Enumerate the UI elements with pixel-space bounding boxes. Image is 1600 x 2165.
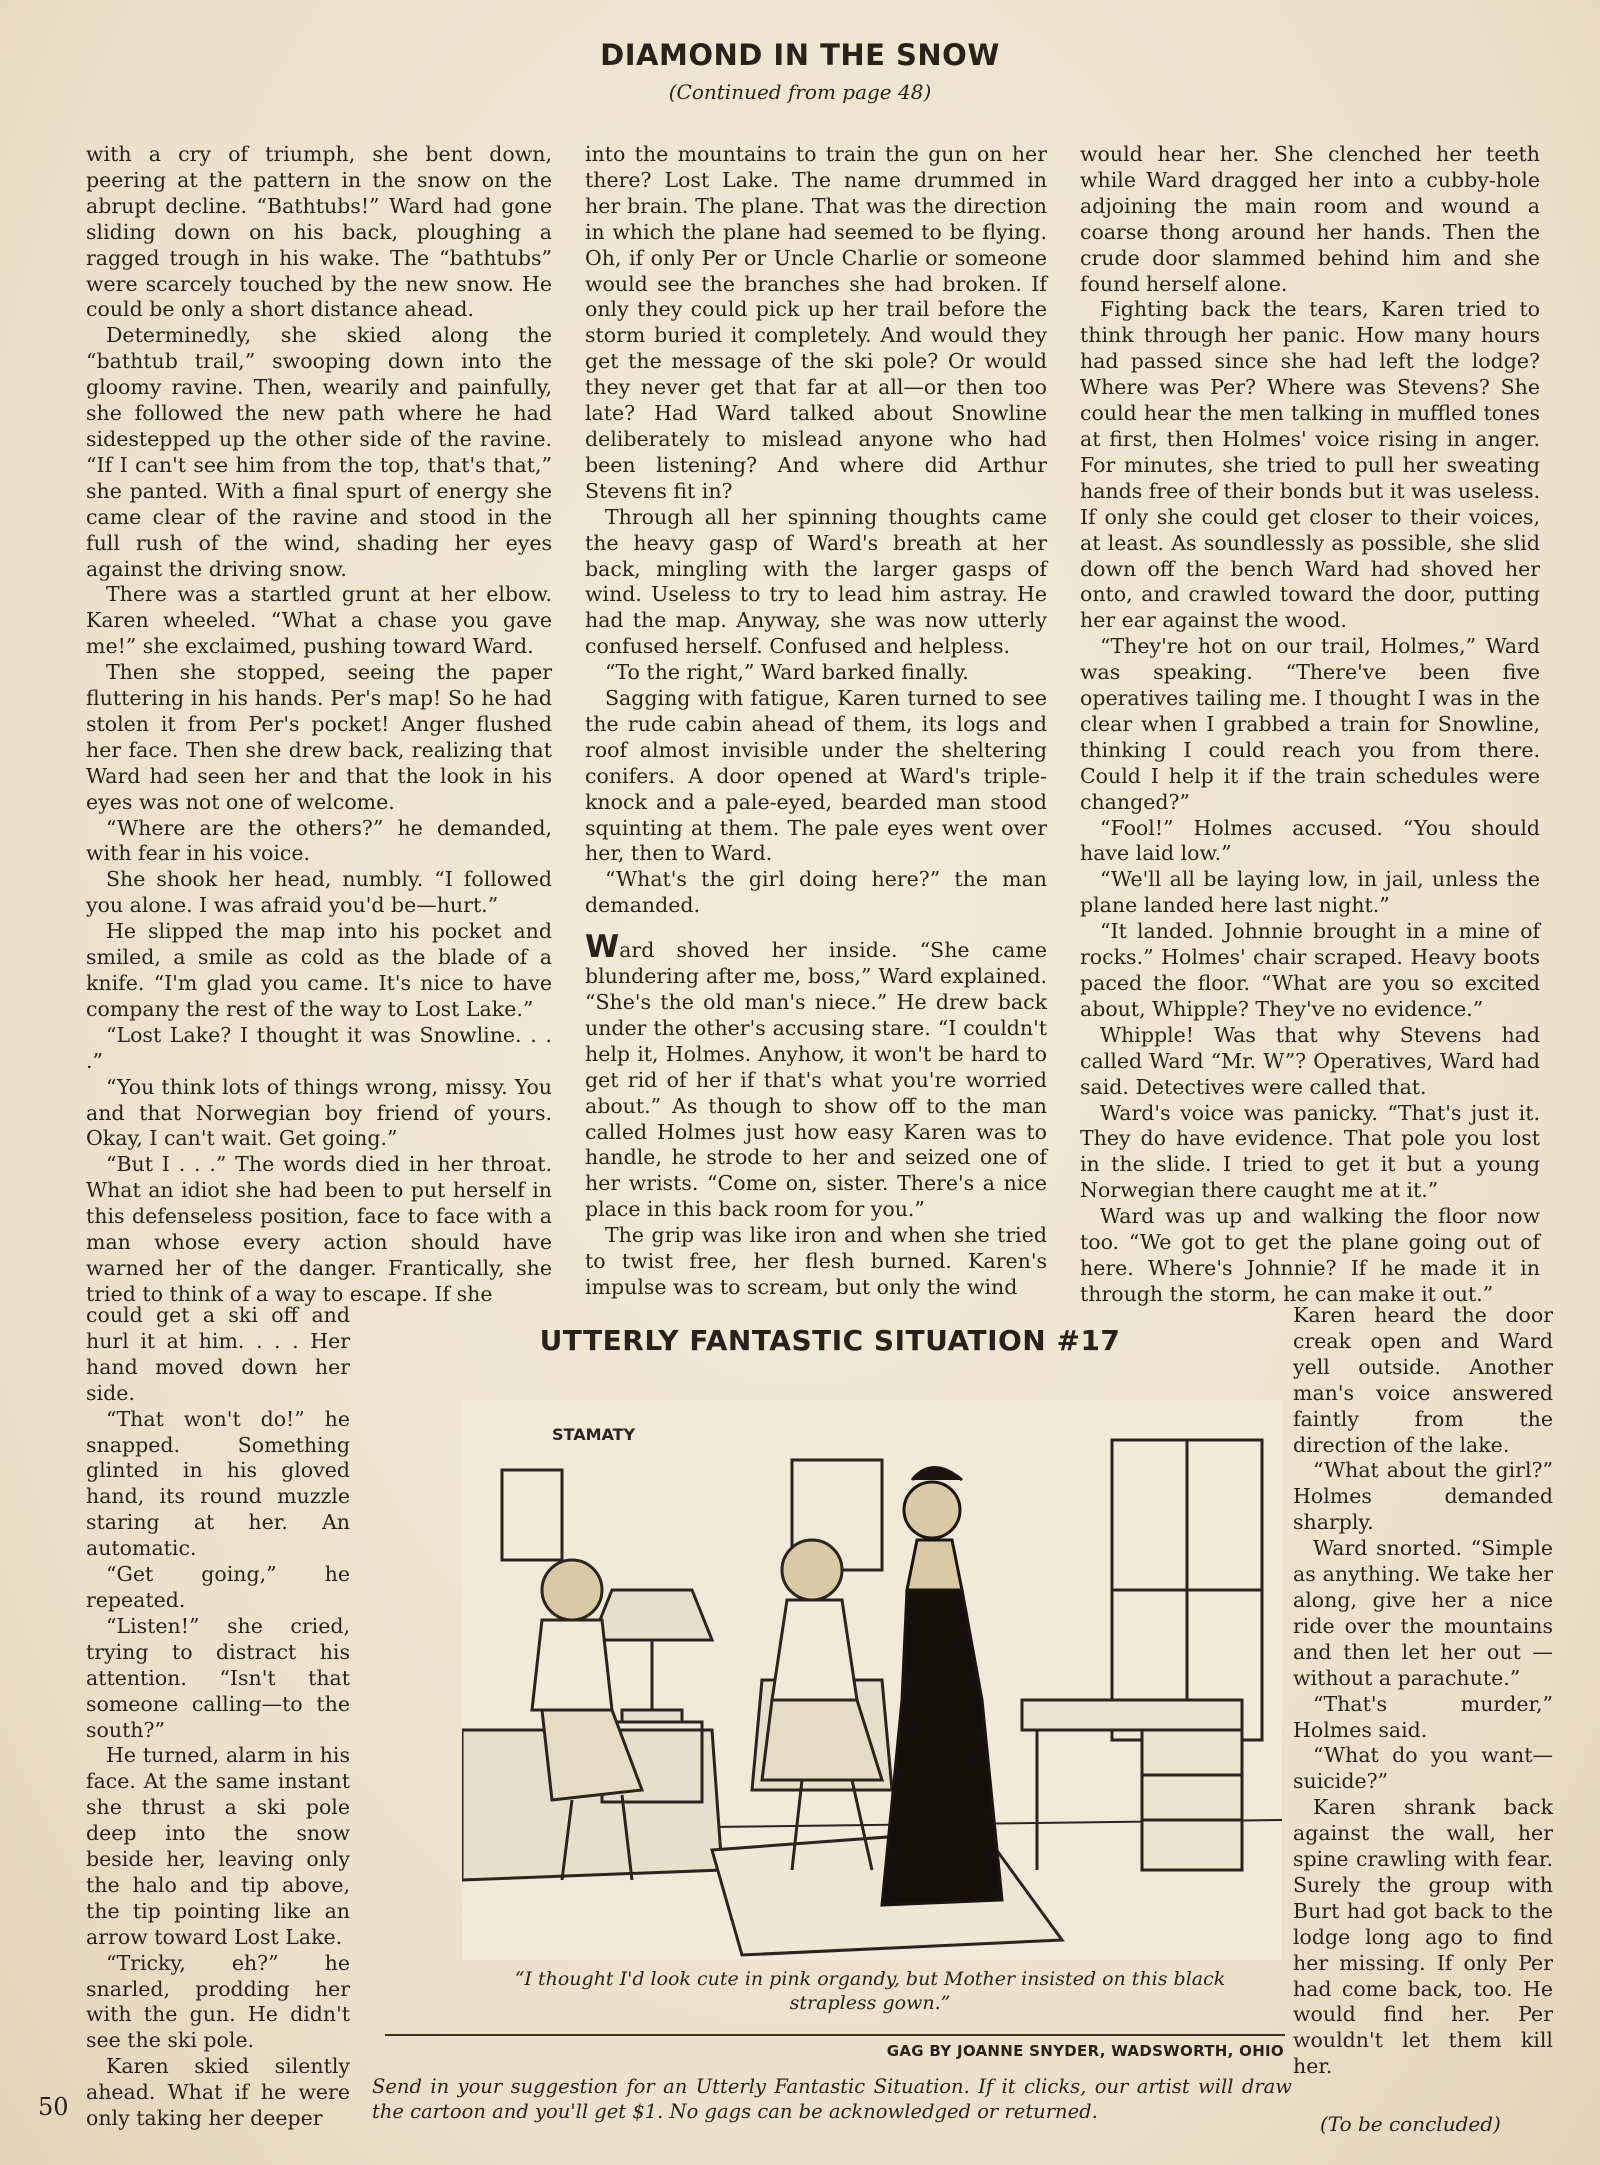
story-paragraph: “Get going,” he repeated. <box>86 1562 350 1612</box>
story-paragraph: “Tricky, eh?” he snarled, prodding her with the gun. He didn't see the ski pole. <box>86 1950 350 2053</box>
story-paragraph: Karen shrank back against the wall, her spine crawling with fear. Surely the group with Burt had got back to the lodge long ago to find her missing. If only Per had come back, too. He would find her. Per wouldn't let them kill her. <box>1293 1795 1553 2079</box>
artist-signature: STAMATY <box>552 1425 636 1444</box>
story-paragraph: She shook her head, numbly. “I followed you alone. I was afraid you'd be—hurt.” <box>86 867 552 918</box>
story-paragraph: Determinedly, she skied along the “bathtub trail,” swooping down into the gloomy ravine. Then, wearily and painfully, she followed the new path where he had sidestepped up the other side of the ravine. “If I can't see him from the top, that's that,” she panted. With a final spurt of energy she came clear of the ravine and stood in the full rush of the wind, shading her eyes against the driving snow. <box>86 323 552 581</box>
story-paragraph: Ward's voice was panicky. “That's just it. They do have evidence. That pole you lost in the slide. I tried to get it but a young Norwegian there caught me at it.” <box>1080 1100 1540 1203</box>
page-number: 50 <box>38 2093 69 2121</box>
story-paragraph: “Lost Lake? I thought it was Snowline. . . .” <box>86 1022 552 1073</box>
story-paragraph: “Where are the others?” he demanded, with fear in his voice. <box>86 815 552 866</box>
story-column-1 <box>86 142 552 1308</box>
story-paragraph: “But I . . .” The words died in her throat. What an idiot she had been to put herself in this defenseless position, face to face with a man whose every action should have warned her of the danger. Frantically, she tried to think of a way to escape. If she <box>86 1152 552 1306</box>
story-title: DIAMOND IN THE SNOW <box>600 38 1000 72</box>
story-paragraph: “You think lots of things wrong, missy. You and that Norwegian boy friend of yours. Okay, I can't wait. Get going.” <box>86 1074 552 1151</box>
story-paragraph: “They're hot on our trail, Holmes,” Ward was speaking. “There've been five operatives tailing me. I thought I was in the clear when I grabbed a train for Snowline, thinking I could reach you from there. Could I help it if the train schedules were changed?” <box>1080 634 1540 814</box>
story-paragraph: There was a startled grunt at her elbow. Karen wheeled. “What a chase you gave me!” she exclaimed, pushing toward Ward. <box>86 582 552 659</box>
divider-rule <box>385 2034 1285 2036</box>
story-paragraph: Karen heard the door creak open and Ward yell outside. Another man's voice answered faintly from the direction of the lake. <box>1293 1303 1553 1457</box>
story-paragraph: Ward shoved her inside. “She came blundering after me, boss,” Ward explained. “She's the old man's niece.” He drew back under the other's accusing stare. “I couldn't help it, Holmes. Anyhow, it won't be hard to get rid of her if that's what you're worried about.” As though to show off to the man called Holmes just how easy Karen was to handle, he strode to her and seized one of her wrists. “Come on, sister. There's a nice place in this back room for you.” <box>585 929 1047 1222</box>
story-paragraph: could get a ski off and hurl it at him. . . . Her hand moved down her side. <box>86 1303 350 1405</box>
story-paragraph: “Fool!” Holmes accused. “You should have laid low.” <box>1080 815 1540 866</box>
story-paragraph: “We'll all be laying low, in jail, unless the plane landed here last night.” <box>1080 867 1540 918</box>
story-column-1-lower <box>86 1303 350 2132</box>
story-paragraph: “That won't do!” he snapped. Something glinted in his gloved hand, its round muzzle staring at her. An automatic. <box>86 1406 350 1561</box>
story-paragraph: Whipple! Was that why Stevens had called Ward “Mr. W”? Operatives, Ward had said. Detectives were called that. <box>1080 1022 1540 1099</box>
story-paragraph: “What about the girl?” Holmes demanded sharply. <box>1293 1458 1553 1535</box>
story-paragraph: Ward snorted. “Simple as anything. We take her along, give her a nice ride over the mountains and then let her out — without a parachute.” <box>1293 1536 1553 1690</box>
story-column-2 <box>585 142 1047 1301</box>
story-paragraph: Karen skied silently ahead. What if he were only taking her deeper <box>86 2054 350 2131</box>
story-paragraph: “What do you want—suicide?” <box>1293 1743 1553 1794</box>
story-paragraph: Ward was up and walking the floor now too. “We got to get the plane going out of here. Where's Johnnie? If he made it in through the storm, he can make it out.” <box>1080 1204 1540 1306</box>
submission-invitation: Send in your suggestion for an Utterly Fantastic Situation. If it clicks, our artist will draw the cartoon and you'll get $1. No gags can be acknowledged or returned. <box>372 2075 1292 2123</box>
cartoon-heading: UTTERLY FANTASTIC SITUATION #17 <box>539 1324 1121 1357</box>
section-break <box>585 919 1047 935</box>
story-paragraph: “It landed. Johnnie brought in a mine of rocks.” Holmes' chair scraped. Heavy boots paced the floor. “What are you so excited about, Whipple? They've no evidence.” <box>1080 919 1540 1021</box>
story-column-3-lower <box>1293 1303 1553 2080</box>
story-paragraph: would hear her. She clenched her teeth while Ward dragged her into a cubby-hole adjoining the main room and wound a coarse thong around her hands. Then the crude door slammed behind him and she found herself alone. <box>1080 142 1540 296</box>
story-paragraph: He turned, alarm in his face. At the same instant she thrust a ski pole deep into the snow beside her, leaving only the halo and tip above, the tip pointing like an arrow toward Lost Lake. <box>86 1743 350 1949</box>
cartoon-illustration <box>462 1400 1282 1960</box>
story-paragraph: “That's murder,” Holmes said. <box>1293 1691 1553 1742</box>
continued-note: (Continued from page 48) <box>668 80 932 104</box>
story-paragraph: Through all her spinning thoughts came the heavy gasp of Ward's breath at her back, mingling with the larger gasps of wind. Useless to try to lead him astray. He had the map. Anyway, she was now utterly confused herself. Confused and helpless. <box>585 504 1047 659</box>
to-be-concluded-note: (To be concluded) <box>1320 2112 1501 2136</box>
story-paragraph: Then she stopped, seeing the paper fluttering in his hands. Per's map! So he had stolen it from Per's pocket! Anger flushed her face. Then she drew back, realizing that Ward had seen her and that the look in his eyes was not one of welcome. <box>86 660 552 814</box>
gag-credit: GAG BY JOANNE SNYDER, WADSWORTH, OHIO <box>886 2042 1284 2060</box>
cartoon-caption: “I thought I'd look cute in pink organdy, but Mother insisted on this black strapless gown.” <box>514 1968 1226 2014</box>
story-paragraph: “Listen!” she cried, trying to distract his attention. “Isn't that someone calling—to the south?” <box>86 1613 350 1742</box>
story-paragraph: Fighting back the tears, Karen tried to think through her panic. How many hours had passed since she had left the lodge? Where was Per? Where was Stevens? She could hear the men talking in muffled tones at first, then Holmes' voice rising in anger. For minutes, she tried to pull her sweating hands free of their bonds but it was useless. If only she could get closer to their voices, at least. As soundlessly as possible, she slid down off the bench Ward had shoved her onto, and crawled toward the door, putting her ear against the wood. <box>1080 297 1540 633</box>
story-paragraph: “What's the girl doing here?” the man demanded. <box>585 867 1047 918</box>
story-paragraph: with a cry of triumph, she bent down, peering at the pattern in the snow on the abrupt decline. “Bathtubs!” Ward had gone sliding down on his back, ploughing a ragged trough in his wake. The “bathtubs” were scarcely touched by the new snow. He could be only a short distance ahead. <box>86 142 552 322</box>
story-paragraph: “To the right,” Ward barked finally. <box>605 660 969 685</box>
story-paragraph: Sagging with fatigue, Karen turned to see the rude cabin ahead of them, its logs and roof almost invisible under the sheltering conifers. A door opened at Ward's triple-knock and a pale-eyed, bearded man stood squinting at them. The pale eyes went over her, then to Ward. <box>585 686 1047 866</box>
story-column-3 <box>1080 142 1540 1308</box>
story-paragraph: He slipped the map into his pocket and smiled, a smile as cold as the blade of a knife. “I'm glad you came. It's nice to have company the rest of the way to Lost Lake.” <box>86 919 552 1021</box>
story-paragraph: The grip was like iron and when she tried to twist free, her flesh burned. Karen's impulse was to scream, but only the wind <box>585 1223 1047 1299</box>
story-paragraph: into the mountains to train the gun on her there? Lost Lake. The name drummed in her brain. The plane. That was the direction in which the plane had seemed to be flying. Oh, if only Per or Uncle Charlie or someone would see the branches she had broken. If only they could pick up her trail before the storm buried it completely. And would they get the message of the ski pole? Or would they never get that far at all—or then too late? Had Ward talked about Snowline deliberately to mislead anyone who had been listening? And where did Arthur Stevens fit in? <box>585 142 1047 503</box>
